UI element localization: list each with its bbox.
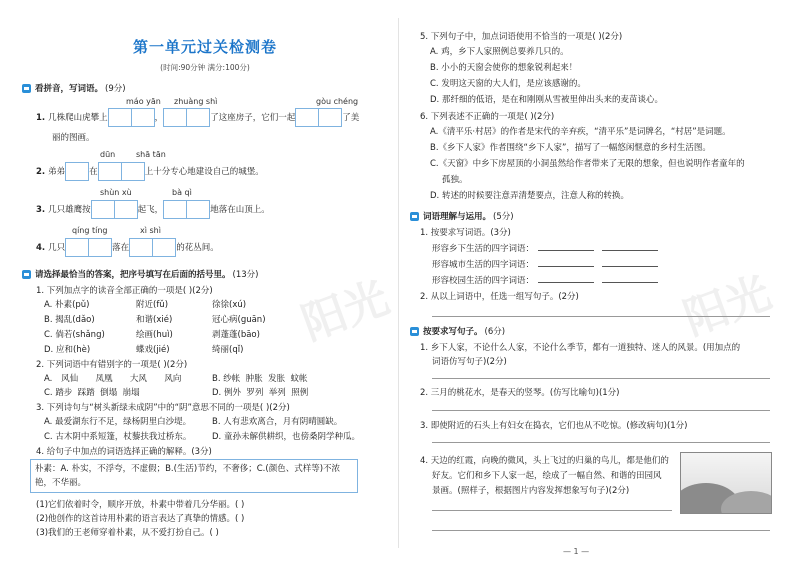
question-text: 了这座房子，它们一起 <box>210 113 296 123</box>
option-c: C. 倘若(shǎng) <box>44 330 105 340</box>
option-c: C. 发明这天窗的大人们，是应该感谢的。 <box>430 79 586 89</box>
pinyin-label: bà qì <box>172 188 192 197</box>
option-d: D. 童孙未解供耕织，也傍桑阴学种瓜。 <box>212 432 360 442</box>
choice-question-2: 2. 下列词语中有错别字的一项是( )(2分) <box>36 360 188 370</box>
page-title: 第一单元过关检测卷 <box>132 38 277 56</box>
section-choice-header <box>22 268 258 280</box>
answer-line[interactable] <box>432 378 770 379</box>
vocab-question-2: 2. 从以上词语中，任选一组写句子。(2分) <box>420 292 579 302</box>
answer-box[interactable] <box>132 108 155 127</box>
pinyin-label: shùn xù <box>100 188 132 197</box>
answer-line[interactable] <box>602 274 658 283</box>
option-a: 附近(fǔ) <box>136 300 169 310</box>
option-text: 照例 <box>291 388 309 398</box>
option-text: 凤凰 <box>95 374 113 384</box>
pinyin-label: zhuàng shì <box>174 97 218 106</box>
pinyin-label: shā tān <box>136 150 166 159</box>
option-text: 罗列 <box>246 388 264 398</box>
option-b: B. 人有悲欢离合，月有阴晴圆缺。 <box>212 417 343 427</box>
sub-question: (2)他创作的这首诗用朴素的语言表达了真挚的情感。( ) <box>36 514 245 524</box>
watermark-left: 阳光 <box>295 272 396 351</box>
question-text: 地落在山顶上。 <box>210 205 270 215</box>
option-a: A. 朴素(pǔ) <box>44 300 90 310</box>
pinyin-question-4 <box>36 238 219 257</box>
watermark-right: 阳光 <box>677 267 778 346</box>
option-c: 剥蓬蓬(bāo) <box>212 330 260 340</box>
sentence-question-1: 1. 乡下人家，不论什么人家，不论什么季节，都有一道独特、迷人的风景。(用加点的 <box>420 343 741 353</box>
question-text: 在 <box>89 167 98 177</box>
section-label: 请选择最恰当的答案，把序号填写在后面的括号里。 <box>35 270 231 280</box>
option-d: 绮丽(qǐ) <box>212 345 244 355</box>
option-d: D. 转述的时候要注意弄清楚要点，注意人称的转换。 <box>430 191 629 201</box>
option-text: B. 纱帐 <box>212 374 241 384</box>
question-text: 落在 <box>112 243 130 253</box>
answer-line[interactable] <box>432 510 672 511</box>
vocab-label: 形容乡下生活的四字词语： <box>432 244 535 254</box>
option-d <box>212 386 308 398</box>
pinyin-label: xì shì <box>140 226 161 235</box>
option-text: 风向 <box>164 374 182 384</box>
exam-info: (时间:90分钟 满分:100分) <box>160 63 250 72</box>
option-c: C. 古木阴中系短篷，杖藜扶我过桥东。 <box>44 432 192 442</box>
option-c-cont: 孤独。 <box>442 175 468 185</box>
option-c: C.《天窗》中乡下房屋顶的小洞虽然给作者带来了无限的想象，但也说明作者童年的 <box>430 159 745 169</box>
answer-box[interactable] <box>98 162 122 181</box>
option-d: D. 应和(hè) <box>44 345 91 355</box>
pinyin-question-3 <box>36 200 270 219</box>
answer-box[interactable] <box>295 108 319 127</box>
option-d: D. 那纤细的低语，是在和刚刚从雪被里伸出头来的麦苗谈心。 <box>430 95 663 105</box>
option-c: 绘画(huì) <box>136 330 173 340</box>
vocab-row <box>432 242 662 254</box>
vocab-question-1: 1. 按要求写词语。(3分) <box>420 228 511 238</box>
section-score: (5分) <box>493 212 514 222</box>
answer-box[interactable] <box>187 108 210 127</box>
pinyin-label: máo yān <box>126 97 161 106</box>
option-text: 举列 <box>268 388 286 398</box>
answer-box[interactable] <box>65 238 89 257</box>
answer-line[interactable] <box>538 258 594 267</box>
sentence-question-4-cont: 景画。(照样子，根据图片内容发挥想象写句子)(2分) <box>432 486 630 496</box>
option-a: A.《清平乐·村居》的作者是宋代的辛弃疾，“清平乐”是词牌名，“村居”是词题。 <box>430 127 731 137</box>
pinyin-question-2 <box>36 162 264 181</box>
section-icon <box>410 327 419 336</box>
answer-box[interactable] <box>163 200 187 219</box>
column-divider <box>398 18 399 548</box>
option-b: 冠心病(guān) <box>212 315 266 325</box>
choice-question-4: 4. 给句子中加点的词语选择正确的解释。(3分) <box>36 447 212 457</box>
question-text: 了美 <box>342 113 360 123</box>
answer-line[interactable] <box>538 274 594 283</box>
sub-question: (3)我们的王老师穿着朴素，从不爱打扮自己。( ) <box>36 528 219 538</box>
sub-question: (1)它们依着时令，顺序开放，朴素中带着几分华丽。( ) <box>36 500 245 510</box>
answer-box[interactable] <box>163 108 187 127</box>
question-text: 的花丛间。 <box>176 243 219 253</box>
section-label: 词语理解与运用。 <box>423 212 492 222</box>
option-text: A. 风仙 <box>44 374 79 384</box>
section-score: (6分) <box>484 327 506 337</box>
vocab-label: 形容城市生活的四字词语： <box>432 260 535 270</box>
option-text: 肿胀 <box>245 374 263 384</box>
answer-box[interactable] <box>89 238 112 257</box>
choice-question-5: 5. 下列句子中，加点词语使用不恰当的一项是( )(2分) <box>420 32 623 42</box>
sentence-question-1-cont: 词语仿写句子)(2分) <box>432 357 507 367</box>
answer-box[interactable] <box>108 108 132 127</box>
section-label: 按要求写句子。 <box>423 327 483 337</box>
option-b: B. 小小的天窗会使你的想象锐利起来！ <box>430 63 578 73</box>
section-score: (9分) <box>105 84 126 94</box>
question-text: 几只雄鹰按 <box>48 205 91 215</box>
option-a: A. 鸡，乡下人家照例总要养几只的。 <box>430 47 569 57</box>
option-d: 蝶戏(jié) <box>136 345 170 355</box>
sentence-question-3: 3. 即使附近的石头上有妇女在捣衣，它们也从不吃惊。(修改病句)(1分) <box>420 421 688 431</box>
pinyin-question-1 <box>36 108 359 127</box>
question-text: 弟弟 <box>48 167 66 177</box>
section-icon <box>22 270 31 279</box>
choice-question-6: 6. 下列表述不正确的一项是( )(2分) <box>420 112 555 122</box>
section-icon <box>410 212 419 221</box>
option-text: 蚊帐 <box>290 374 308 384</box>
option-a <box>44 372 181 384</box>
choice-question-1: 1. 下列加点字的读音全部正确的一项是( )(2分) <box>36 286 213 296</box>
option-b: B. 揭乱(dǎo) <box>44 315 95 325</box>
option-b: 和谐(xié) <box>136 315 173 325</box>
landscape-image <box>680 452 772 514</box>
question-text: 起飞， <box>137 205 164 215</box>
definition-box: 朴素：A. 朴实，不浮夸，不虚假；B.(生活)节约，不奢侈；C.(颜色、式样等)不浓艳，不华丽。 <box>30 459 358 493</box>
answer-box[interactable] <box>91 200 115 219</box>
vocab-row <box>432 274 662 286</box>
choice-question-3: 3. 下列诗句与“树头新绿未成阴”中的“阴”意思不同的一项是( )(2分) <box>36 403 290 413</box>
answer-line[interactable] <box>432 316 770 317</box>
question-number: 2. <box>36 167 46 177</box>
option-a: 徐徐(xú) <box>212 300 247 310</box>
vocab-label: 形容校园生活的四字词语： <box>432 276 535 286</box>
option-b: B.《乡下人家》作者围绕“乡下人家”，描写了一幅悠闲惬意的乡村生活图。 <box>430 143 711 153</box>
option-text: 发胀 <box>268 374 286 384</box>
section-vocab-header <box>410 210 514 222</box>
answer-line[interactable] <box>602 258 658 267</box>
answer-line[interactable] <box>432 442 770 443</box>
section-sentence-header <box>410 325 505 337</box>
section-pinyin-header <box>22 82 126 94</box>
vocab-row <box>432 258 662 270</box>
option-text: D. 例外 <box>212 388 241 398</box>
question-text: 几只 <box>48 243 66 253</box>
question-text: 几株爬山虎攀上 <box>48 113 108 123</box>
answer-line[interactable] <box>432 410 770 411</box>
option-text: C. 踏步 <box>44 388 73 398</box>
answer-box[interactable] <box>115 200 138 219</box>
answer-box[interactable] <box>65 162 89 181</box>
sentence-question-4-cont: 好友。它们和乡下人家一起，绘成了一幅自然、和谐的田园风 <box>432 471 662 481</box>
section-score: (13分) <box>232 270 259 280</box>
option-text: 倒塌 <box>100 388 118 398</box>
option-c <box>44 386 140 398</box>
question-text: 上十分专心地建设自己的城堡。 <box>144 167 264 177</box>
sentence-question-4: 4. 天边的红霞，向晚的微风，头上飞过的归巢的鸟儿，都是他们的 <box>420 456 669 466</box>
option-a: A. 最爱湖东行不足，绿杨阴里白沙堤。 <box>44 417 192 427</box>
option-b <box>212 372 308 384</box>
section-label: 看拼音，写词语。 <box>35 84 104 94</box>
question-text: ， <box>154 113 164 123</box>
answer-line[interactable] <box>602 242 658 251</box>
pinyin-label: qíng tíng <box>72 226 108 235</box>
answer-box[interactable] <box>153 238 176 257</box>
option-text: 大风 <box>129 374 147 384</box>
answer-box[interactable] <box>129 238 153 257</box>
answer-box[interactable] <box>122 162 145 181</box>
answer-box[interactable] <box>319 108 342 127</box>
pinyin-label: dūn <box>100 150 116 159</box>
section-icon <box>22 84 31 93</box>
page-number: — 1 — <box>563 547 590 556</box>
sentence-question-2: 2. 三月的桃花水，是春天的竖琴。(仿写比喻句)(1分) <box>420 388 620 398</box>
pinyin-label: gòu chéng <box>316 97 359 106</box>
answer-line[interactable] <box>432 530 770 531</box>
answer-line[interactable] <box>538 242 594 251</box>
option-text: 崩塌 <box>122 388 140 398</box>
option-text: 踩踏 <box>77 388 95 398</box>
question-number: 1. <box>36 113 46 123</box>
question-number: 3. <box>36 205 46 215</box>
question-number: 4. <box>36 243 46 253</box>
answer-box[interactable] <box>187 200 210 219</box>
question-text: 丽的图画。 <box>52 133 95 143</box>
